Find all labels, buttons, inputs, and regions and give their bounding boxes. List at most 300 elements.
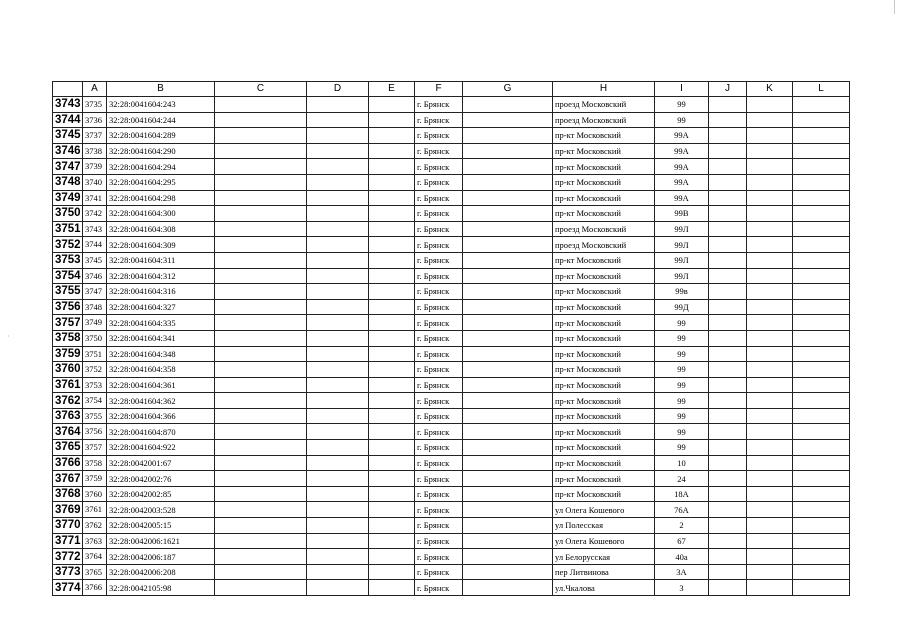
cell-k[interactable] bbox=[747, 471, 793, 487]
cell-b[interactable]: 32:28:0042006:208 bbox=[107, 564, 215, 580]
cell-i[interactable]: 99 bbox=[655, 362, 709, 378]
cell-c[interactable] bbox=[215, 502, 307, 518]
cell-e[interactable] bbox=[369, 174, 415, 190]
cell-k[interactable] bbox=[747, 518, 793, 534]
cell-j[interactable] bbox=[709, 471, 747, 487]
cell-d[interactable] bbox=[307, 549, 369, 565]
cell-e[interactable] bbox=[369, 580, 415, 596]
cell-c[interactable] bbox=[215, 330, 307, 346]
cell-b[interactable]: 32:28:0041604:358 bbox=[107, 362, 215, 378]
cell-j[interactable] bbox=[709, 97, 747, 113]
cell-k[interactable] bbox=[747, 486, 793, 502]
cell-k[interactable] bbox=[747, 377, 793, 393]
cell-e[interactable] bbox=[369, 159, 415, 175]
cell-i[interactable]: 2 bbox=[655, 518, 709, 534]
cell-b[interactable]: 32:28:0042001:67 bbox=[107, 455, 215, 471]
cell-g[interactable] bbox=[463, 128, 553, 144]
cell-c[interactable] bbox=[215, 518, 307, 534]
column-header-b[interactable]: B bbox=[107, 82, 215, 97]
cell-j[interactable] bbox=[709, 408, 747, 424]
cell-j[interactable] bbox=[709, 486, 747, 502]
cell-b[interactable]: 32:28:0042002:76 bbox=[107, 471, 215, 487]
cell-a[interactable]: 3756 bbox=[83, 424, 107, 440]
cell-g[interactable] bbox=[463, 408, 553, 424]
cell-i[interactable]: 99А bbox=[655, 143, 709, 159]
cell-a[interactable]: 3738 bbox=[83, 143, 107, 159]
cell-a[interactable]: 3747 bbox=[83, 284, 107, 300]
cell-d[interactable] bbox=[307, 252, 369, 268]
cell-k[interactable] bbox=[747, 221, 793, 237]
cell-b[interactable]: 32:28:0041604:348 bbox=[107, 346, 215, 362]
row-number-cell[interactable]: 3747 bbox=[53, 159, 83, 175]
cell-d[interactable] bbox=[307, 237, 369, 253]
cell-a[interactable]: 3749 bbox=[83, 315, 107, 331]
cell-g[interactable] bbox=[463, 518, 553, 534]
cell-i[interactable]: 99А bbox=[655, 174, 709, 190]
row-number-cell[interactable]: 3745 bbox=[53, 128, 83, 144]
cell-h[interactable]: пр-кт Московский bbox=[553, 268, 655, 284]
column-header-j[interactable]: J bbox=[709, 82, 747, 97]
cell-l[interactable] bbox=[793, 143, 850, 159]
row-number-cell[interactable]: 3758 bbox=[53, 330, 83, 346]
cell-f[interactable]: г. Брянск bbox=[415, 471, 463, 487]
cell-i[interactable]: 99Л bbox=[655, 268, 709, 284]
cell-c[interactable] bbox=[215, 564, 307, 580]
cell-h[interactable]: ул.Чкалова bbox=[553, 580, 655, 596]
cell-b[interactable]: 32:28:0042105:98 bbox=[107, 580, 215, 596]
cell-e[interactable] bbox=[369, 252, 415, 268]
cell-a[interactable]: 3746 bbox=[83, 268, 107, 284]
cell-a[interactable]: 3758 bbox=[83, 455, 107, 471]
cell-l[interactable] bbox=[793, 393, 850, 409]
cell-f[interactable]: г. Брянск bbox=[415, 97, 463, 113]
cell-f[interactable]: г. Брянск bbox=[415, 315, 463, 331]
row-number-cell[interactable]: 3754 bbox=[53, 268, 83, 284]
cell-g[interactable] bbox=[463, 206, 553, 222]
cell-j[interactable] bbox=[709, 268, 747, 284]
cell-b[interactable]: 32:28:0041604:335 bbox=[107, 315, 215, 331]
cell-f[interactable]: г. Брянск bbox=[415, 299, 463, 315]
cell-i[interactable]: 99в bbox=[655, 284, 709, 300]
cell-k[interactable] bbox=[747, 502, 793, 518]
cell-c[interactable] bbox=[215, 206, 307, 222]
cell-d[interactable] bbox=[307, 486, 369, 502]
cell-b[interactable]: 32:28:0042002:85 bbox=[107, 486, 215, 502]
cell-k[interactable] bbox=[747, 174, 793, 190]
cell-e[interactable] bbox=[369, 518, 415, 534]
cell-j[interactable] bbox=[709, 440, 747, 456]
cell-l[interactable] bbox=[793, 174, 850, 190]
cell-i[interactable]: 99В bbox=[655, 206, 709, 222]
cell-l[interactable] bbox=[793, 97, 850, 113]
cell-c[interactable] bbox=[215, 549, 307, 565]
cell-d[interactable] bbox=[307, 112, 369, 128]
cell-l[interactable] bbox=[793, 580, 850, 596]
cell-b[interactable]: 32:28:0041604:366 bbox=[107, 408, 215, 424]
row-number-cell[interactable]: 3766 bbox=[53, 455, 83, 471]
cell-g[interactable] bbox=[463, 143, 553, 159]
cell-f[interactable]: г. Брянск bbox=[415, 346, 463, 362]
cell-b[interactable]: 32:28:0041604:922 bbox=[107, 440, 215, 456]
cell-c[interactable] bbox=[215, 143, 307, 159]
cell-c[interactable] bbox=[215, 486, 307, 502]
cell-d[interactable] bbox=[307, 206, 369, 222]
cell-h[interactable]: пр-кт Московский bbox=[553, 424, 655, 440]
cell-l[interactable] bbox=[793, 206, 850, 222]
cell-c[interactable] bbox=[215, 346, 307, 362]
cell-e[interactable] bbox=[369, 362, 415, 378]
cell-e[interactable] bbox=[369, 315, 415, 331]
cell-c[interactable] bbox=[215, 455, 307, 471]
cell-b[interactable]: 32:28:0042006:187 bbox=[107, 549, 215, 565]
row-number-cell[interactable]: 3765 bbox=[53, 440, 83, 456]
cell-a[interactable]: 3763 bbox=[83, 533, 107, 549]
cell-b[interactable]: 32:28:0041604:312 bbox=[107, 268, 215, 284]
row-number-cell[interactable]: 3757 bbox=[53, 315, 83, 331]
cell-b[interactable]: 32:28:0041604:244 bbox=[107, 112, 215, 128]
cell-c[interactable] bbox=[215, 580, 307, 596]
cell-e[interactable] bbox=[369, 346, 415, 362]
cell-c[interactable] bbox=[215, 237, 307, 253]
cell-i[interactable]: 99 bbox=[655, 408, 709, 424]
cell-i[interactable]: 99А bbox=[655, 128, 709, 144]
cell-h[interactable]: пр-кт Московский bbox=[553, 128, 655, 144]
cell-g[interactable] bbox=[463, 346, 553, 362]
cell-d[interactable] bbox=[307, 346, 369, 362]
cell-g[interactable] bbox=[463, 221, 553, 237]
cell-k[interactable] bbox=[747, 112, 793, 128]
cell-f[interactable]: г. Брянск bbox=[415, 190, 463, 206]
cell-i[interactable]: 3А bbox=[655, 564, 709, 580]
cell-d[interactable] bbox=[307, 408, 369, 424]
cell-c[interactable] bbox=[215, 362, 307, 378]
cell-b[interactable]: 32:28:0041604:309 bbox=[107, 237, 215, 253]
cell-f[interactable]: г. Брянск bbox=[415, 393, 463, 409]
column-header-a[interactable]: A bbox=[83, 82, 107, 97]
cell-g[interactable] bbox=[463, 486, 553, 502]
cell-i[interactable]: 99 bbox=[655, 377, 709, 393]
cell-k[interactable] bbox=[747, 455, 793, 471]
cell-i[interactable]: 99Л bbox=[655, 237, 709, 253]
cell-a[interactable]: 3735 bbox=[83, 97, 107, 113]
cell-l[interactable] bbox=[793, 284, 850, 300]
cell-b[interactable]: 32:28:0042003:528 bbox=[107, 502, 215, 518]
cell-a[interactable]: 3764 bbox=[83, 549, 107, 565]
cell-h[interactable]: пр-кт Московский bbox=[553, 455, 655, 471]
cell-f[interactable]: г. Брянск bbox=[415, 128, 463, 144]
cell-d[interactable] bbox=[307, 330, 369, 346]
cell-j[interactable] bbox=[709, 237, 747, 253]
row-number-cell[interactable]: 3768 bbox=[53, 486, 83, 502]
cell-l[interactable] bbox=[793, 268, 850, 284]
cell-d[interactable] bbox=[307, 580, 369, 596]
cell-i[interactable]: 18А bbox=[655, 486, 709, 502]
cell-k[interactable] bbox=[747, 564, 793, 580]
cell-f[interactable]: г. Брянск bbox=[415, 268, 463, 284]
cell-g[interactable] bbox=[463, 455, 553, 471]
cell-k[interactable] bbox=[747, 237, 793, 253]
cell-c[interactable] bbox=[215, 377, 307, 393]
cell-b[interactable]: 32:28:0041604:290 bbox=[107, 143, 215, 159]
column-header-k[interactable]: K bbox=[747, 82, 793, 97]
row-number-cell[interactable]: 3762 bbox=[53, 393, 83, 409]
cell-j[interactable] bbox=[709, 221, 747, 237]
cell-k[interactable] bbox=[747, 362, 793, 378]
cell-c[interactable] bbox=[215, 299, 307, 315]
cell-j[interactable] bbox=[709, 580, 747, 596]
cell-g[interactable] bbox=[463, 377, 553, 393]
cell-a[interactable]: 3751 bbox=[83, 346, 107, 362]
cell-j[interactable] bbox=[709, 190, 747, 206]
cell-j[interactable] bbox=[709, 315, 747, 331]
cell-j[interactable] bbox=[709, 143, 747, 159]
cell-a[interactable]: 3737 bbox=[83, 128, 107, 144]
cell-g[interactable] bbox=[463, 502, 553, 518]
cell-h[interactable]: ул Белорусская bbox=[553, 549, 655, 565]
cell-e[interactable] bbox=[369, 190, 415, 206]
cell-h[interactable]: пр-кт Московский bbox=[553, 190, 655, 206]
cell-i[interactable]: 99 bbox=[655, 424, 709, 440]
cell-i[interactable]: 40а bbox=[655, 549, 709, 565]
cell-j[interactable] bbox=[709, 159, 747, 175]
row-number-cell[interactable]: 3763 bbox=[53, 408, 83, 424]
cell-d[interactable] bbox=[307, 315, 369, 331]
cell-a[interactable]: 3761 bbox=[83, 502, 107, 518]
cell-d[interactable] bbox=[307, 564, 369, 580]
cell-g[interactable] bbox=[463, 299, 553, 315]
cell-i[interactable]: 99А bbox=[655, 159, 709, 175]
cell-l[interactable] bbox=[793, 502, 850, 518]
cell-g[interactable] bbox=[463, 533, 553, 549]
cell-h[interactable]: пр-кт Московский bbox=[553, 299, 655, 315]
row-number-cell[interactable]: 3752 bbox=[53, 237, 83, 253]
cell-d[interactable] bbox=[307, 533, 369, 549]
cell-g[interactable] bbox=[463, 549, 553, 565]
cell-b[interactable]: 32:28:0041604:243 bbox=[107, 97, 215, 113]
cell-b[interactable]: 32:28:0041604:362 bbox=[107, 393, 215, 409]
cell-f[interactable]: г. Брянск bbox=[415, 549, 463, 565]
cell-e[interactable] bbox=[369, 408, 415, 424]
cell-k[interactable] bbox=[747, 268, 793, 284]
cell-j[interactable] bbox=[709, 549, 747, 565]
cell-g[interactable] bbox=[463, 97, 553, 113]
row-number-cell[interactable]: 3767 bbox=[53, 471, 83, 487]
cell-h[interactable]: пр-кт Московский bbox=[553, 440, 655, 456]
cell-k[interactable] bbox=[747, 143, 793, 159]
cell-d[interactable] bbox=[307, 284, 369, 300]
cell-h[interactable]: пр-кт Московский bbox=[553, 408, 655, 424]
row-number-cell[interactable]: 3753 bbox=[53, 252, 83, 268]
cell-f[interactable]: г. Брянск bbox=[415, 424, 463, 440]
column-header-f[interactable]: F bbox=[415, 82, 463, 97]
cell-c[interactable] bbox=[215, 190, 307, 206]
column-header-g[interactable]: G bbox=[463, 82, 553, 97]
cell-k[interactable] bbox=[747, 393, 793, 409]
cell-d[interactable] bbox=[307, 174, 369, 190]
cell-e[interactable] bbox=[369, 486, 415, 502]
cell-f[interactable]: г. Брянск bbox=[415, 362, 463, 378]
cell-b[interactable]: 32:28:0041604:295 bbox=[107, 174, 215, 190]
cell-b[interactable]: 32:28:0041604:311 bbox=[107, 252, 215, 268]
cell-l[interactable] bbox=[793, 299, 850, 315]
cell-c[interactable] bbox=[215, 268, 307, 284]
cell-k[interactable] bbox=[747, 408, 793, 424]
cell-c[interactable] bbox=[215, 128, 307, 144]
cell-e[interactable] bbox=[369, 143, 415, 159]
cell-l[interactable] bbox=[793, 237, 850, 253]
cell-a[interactable]: 3742 bbox=[83, 206, 107, 222]
cell-h[interactable]: проезд Московский bbox=[553, 221, 655, 237]
cell-i[interactable]: 67 bbox=[655, 533, 709, 549]
cell-e[interactable] bbox=[369, 440, 415, 456]
cell-a[interactable]: 3754 bbox=[83, 393, 107, 409]
cell-d[interactable] bbox=[307, 268, 369, 284]
cell-e[interactable] bbox=[369, 393, 415, 409]
cell-h[interactable]: проезд Московский bbox=[553, 97, 655, 113]
cell-j[interactable] bbox=[709, 377, 747, 393]
cell-b[interactable]: 32:28:0041604:361 bbox=[107, 377, 215, 393]
cell-k[interactable] bbox=[747, 315, 793, 331]
cell-h[interactable]: пр-кт Московский bbox=[553, 362, 655, 378]
cell-c[interactable] bbox=[215, 533, 307, 549]
cell-l[interactable] bbox=[793, 408, 850, 424]
cell-l[interactable] bbox=[793, 486, 850, 502]
cell-i[interactable]: 99 bbox=[655, 330, 709, 346]
cell-f[interactable]: г. Брянск bbox=[415, 408, 463, 424]
cell-a[interactable]: 3743 bbox=[83, 221, 107, 237]
cell-c[interactable] bbox=[215, 252, 307, 268]
cell-e[interactable] bbox=[369, 471, 415, 487]
row-number-cell[interactable]: 3769 bbox=[53, 502, 83, 518]
cell-k[interactable] bbox=[747, 252, 793, 268]
cell-l[interactable] bbox=[793, 424, 850, 440]
column-header-c[interactable]: C bbox=[215, 82, 307, 97]
cell-c[interactable] bbox=[215, 284, 307, 300]
cell-f[interactable]: г. Брянск bbox=[415, 237, 463, 253]
cell-l[interactable] bbox=[793, 315, 850, 331]
cell-c[interactable] bbox=[215, 408, 307, 424]
row-number-cell[interactable]: 3746 bbox=[53, 143, 83, 159]
cell-h[interactable]: пр-кт Московский bbox=[553, 471, 655, 487]
cell-l[interactable] bbox=[793, 533, 850, 549]
cell-h[interactable]: пр-кт Московский bbox=[553, 174, 655, 190]
cell-f[interactable]: г. Брянск bbox=[415, 377, 463, 393]
cell-d[interactable] bbox=[307, 502, 369, 518]
cell-g[interactable] bbox=[463, 564, 553, 580]
cell-j[interactable] bbox=[709, 393, 747, 409]
cell-a[interactable]: 3766 bbox=[83, 580, 107, 596]
cell-a[interactable]: 3759 bbox=[83, 471, 107, 487]
cell-a[interactable]: 3745 bbox=[83, 252, 107, 268]
cell-j[interactable] bbox=[709, 502, 747, 518]
cell-g[interactable] bbox=[463, 393, 553, 409]
cell-f[interactable]: г. Брянск bbox=[415, 580, 463, 596]
cell-j[interactable] bbox=[709, 330, 747, 346]
cell-l[interactable] bbox=[793, 112, 850, 128]
cell-k[interactable] bbox=[747, 190, 793, 206]
cell-k[interactable] bbox=[747, 440, 793, 456]
cell-i[interactable]: 3 bbox=[655, 580, 709, 596]
row-number-cell[interactable]: 3772 bbox=[53, 549, 83, 565]
cell-j[interactable] bbox=[709, 346, 747, 362]
cell-j[interactable] bbox=[709, 299, 747, 315]
cell-f[interactable]: г. Брянск bbox=[415, 486, 463, 502]
cell-f[interactable]: г. Брянск bbox=[415, 284, 463, 300]
cell-g[interactable] bbox=[463, 112, 553, 128]
cell-j[interactable] bbox=[709, 518, 747, 534]
cell-b[interactable]: 32:28:0041604:298 bbox=[107, 190, 215, 206]
cell-h[interactable]: ул Олега Кошевого bbox=[553, 533, 655, 549]
cell-k[interactable] bbox=[747, 128, 793, 144]
cell-f[interactable]: г. Брянск bbox=[415, 330, 463, 346]
cell-g[interactable] bbox=[463, 471, 553, 487]
cell-d[interactable] bbox=[307, 518, 369, 534]
cell-e[interactable] bbox=[369, 533, 415, 549]
cell-g[interactable] bbox=[463, 440, 553, 456]
cell-j[interactable] bbox=[709, 455, 747, 471]
cell-c[interactable] bbox=[215, 97, 307, 113]
cell-j[interactable] bbox=[709, 174, 747, 190]
cell-a[interactable]: 3753 bbox=[83, 377, 107, 393]
cell-g[interactable] bbox=[463, 284, 553, 300]
cell-h[interactable]: пр-кт Московский bbox=[553, 330, 655, 346]
row-number-cell[interactable]: 3750 bbox=[53, 206, 83, 222]
cell-k[interactable] bbox=[747, 424, 793, 440]
cell-a[interactable]: 3744 bbox=[83, 237, 107, 253]
cell-b[interactable]: 32:28:0041604:289 bbox=[107, 128, 215, 144]
cell-d[interactable] bbox=[307, 97, 369, 113]
cell-l[interactable] bbox=[793, 190, 850, 206]
cell-h[interactable]: ул Олега Кошевого bbox=[553, 502, 655, 518]
cell-h[interactable]: пр-кт Московский bbox=[553, 252, 655, 268]
cell-a[interactable]: 3755 bbox=[83, 408, 107, 424]
cell-d[interactable] bbox=[307, 440, 369, 456]
cell-a[interactable]: 3750 bbox=[83, 330, 107, 346]
cell-i[interactable]: 76А bbox=[655, 502, 709, 518]
cell-j[interactable] bbox=[709, 206, 747, 222]
cell-f[interactable]: г. Брянск bbox=[415, 143, 463, 159]
cell-e[interactable] bbox=[369, 502, 415, 518]
cell-e[interactable] bbox=[369, 424, 415, 440]
cell-i[interactable]: 99 bbox=[655, 393, 709, 409]
cell-e[interactable] bbox=[369, 455, 415, 471]
cell-i[interactable]: 99Л bbox=[655, 252, 709, 268]
cell-d[interactable] bbox=[307, 424, 369, 440]
column-header-h[interactable]: H bbox=[553, 82, 655, 97]
cell-k[interactable] bbox=[747, 97, 793, 113]
row-number-cell[interactable]: 3749 bbox=[53, 190, 83, 206]
cell-k[interactable] bbox=[747, 549, 793, 565]
cell-f[interactable]: г. Брянск bbox=[415, 564, 463, 580]
column-header-i[interactable]: I bbox=[655, 82, 709, 97]
cell-c[interactable] bbox=[215, 315, 307, 331]
cell-g[interactable] bbox=[463, 268, 553, 284]
cell-c[interactable] bbox=[215, 393, 307, 409]
row-number-cell[interactable]: 3744 bbox=[53, 112, 83, 128]
cell-f[interactable]: г. Брянск bbox=[415, 174, 463, 190]
cell-g[interactable] bbox=[463, 190, 553, 206]
cell-k[interactable] bbox=[747, 284, 793, 300]
cell-a[interactable]: 3740 bbox=[83, 174, 107, 190]
row-number-cell[interactable]: 3755 bbox=[53, 284, 83, 300]
cell-k[interactable] bbox=[747, 346, 793, 362]
cell-f[interactable]: г. Брянск bbox=[415, 440, 463, 456]
cell-l[interactable] bbox=[793, 455, 850, 471]
cell-l[interactable] bbox=[793, 330, 850, 346]
cell-l[interactable] bbox=[793, 440, 850, 456]
row-number-cell[interactable]: 3764 bbox=[53, 424, 83, 440]
row-number-cell[interactable]: 3761 bbox=[53, 377, 83, 393]
